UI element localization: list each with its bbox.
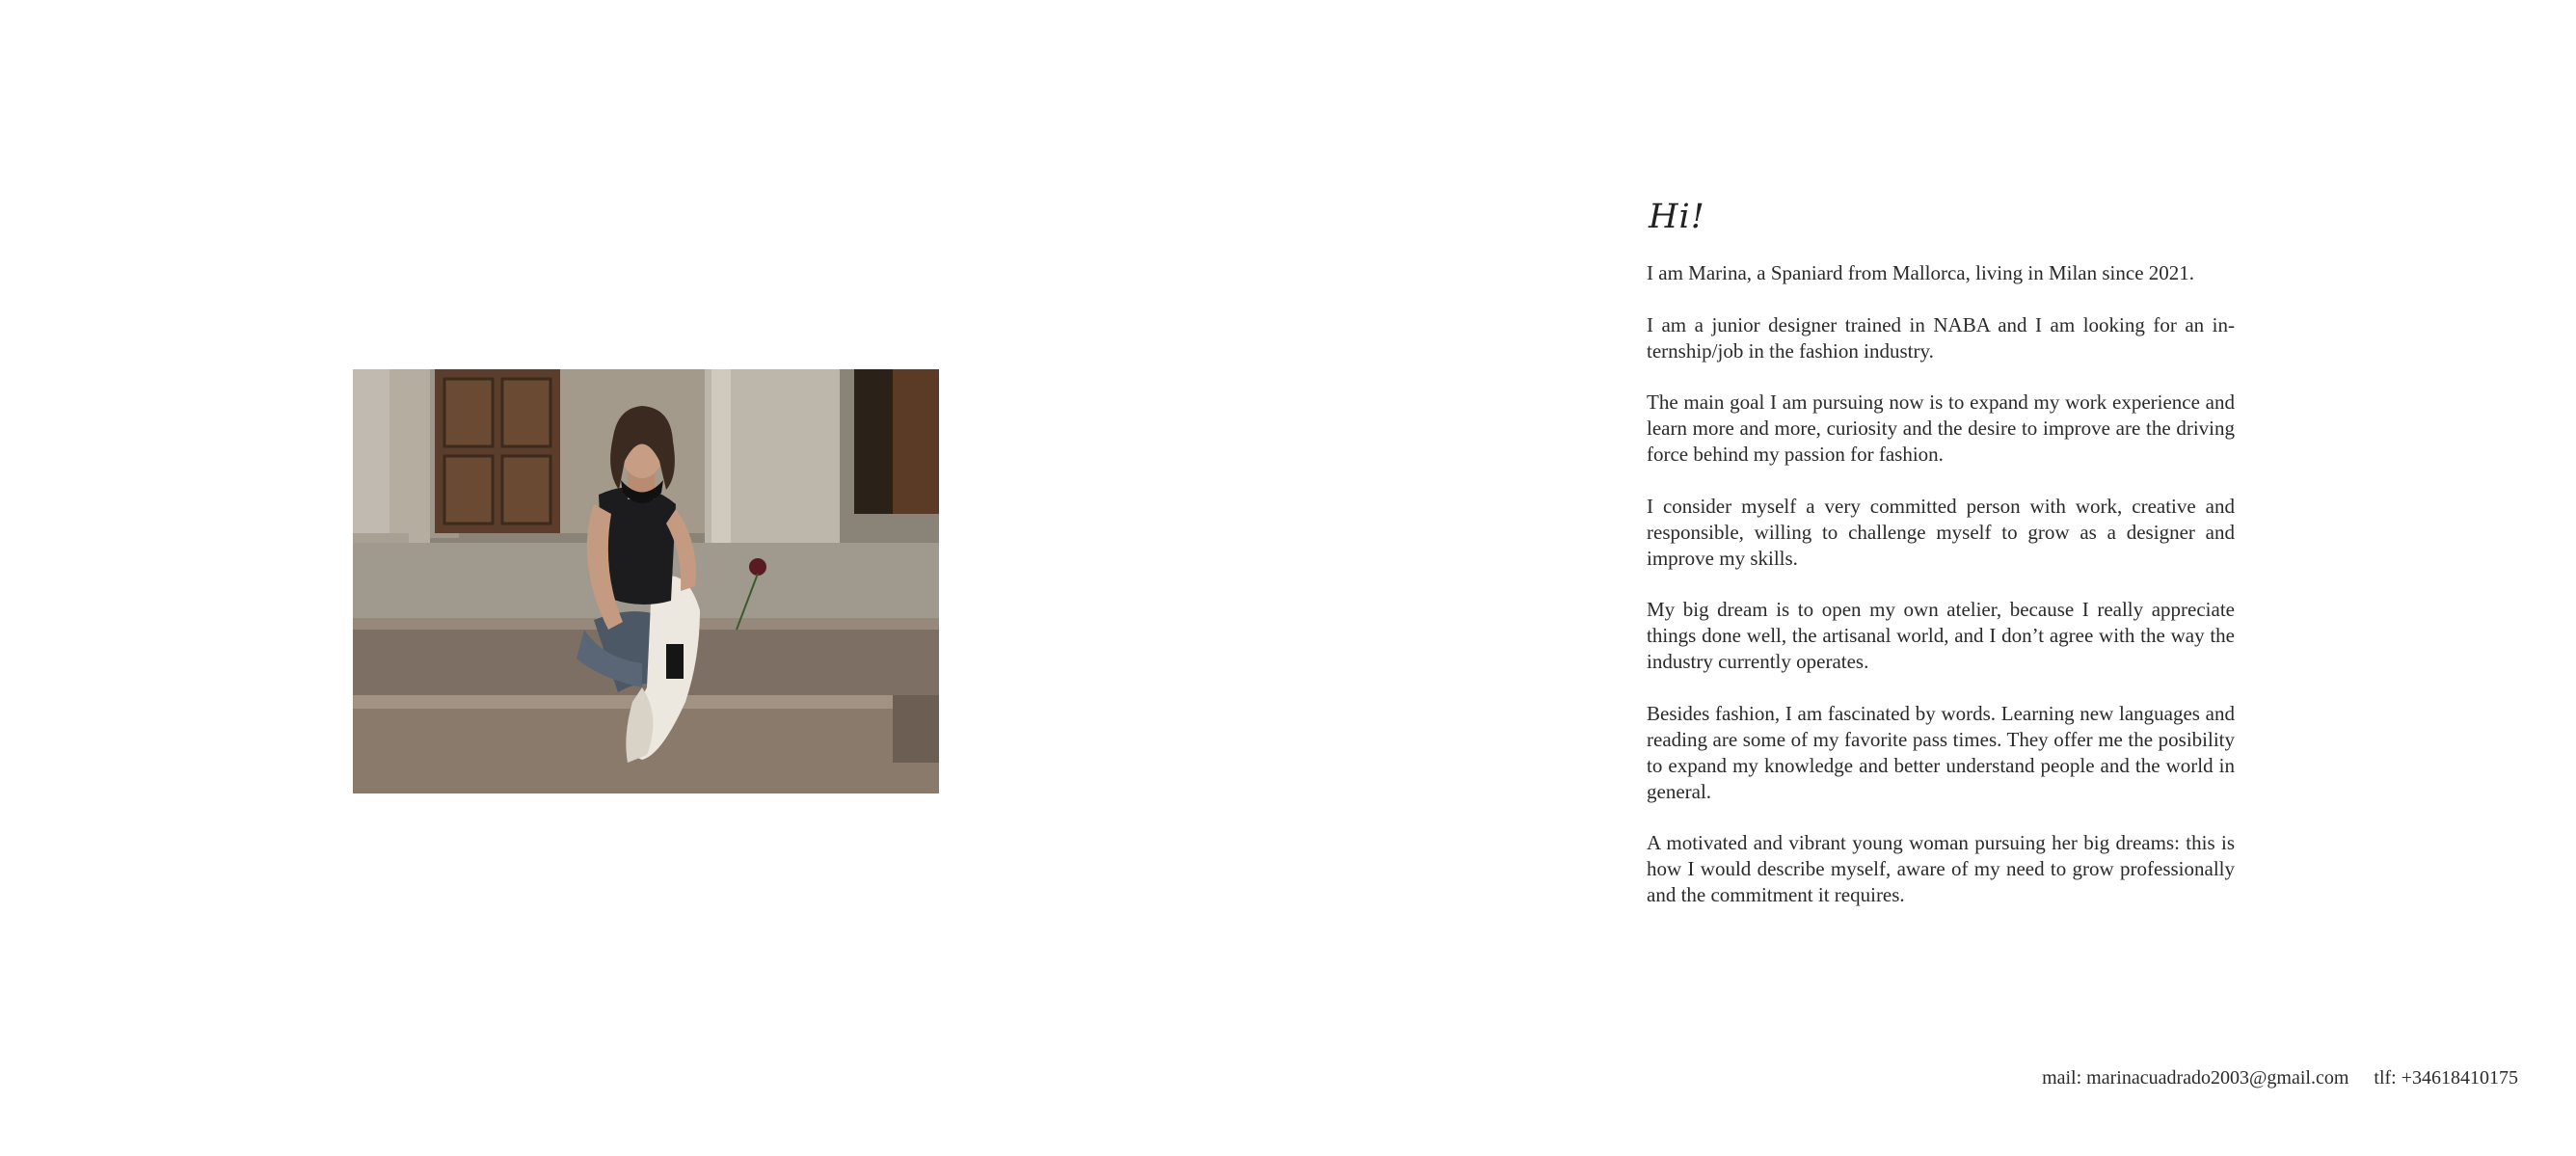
paragraph-commitment: I consider myself a very committed person with work, creative and responsible, willing to challenge myself to grow as a designer and improve my skills. — [1647, 494, 2235, 570]
contact-phone[interactable]: tlf: +34618410175 — [2374, 1067, 2518, 1089]
contact-info — [2042, 1064, 2518, 1091]
paragraph-intro: I am Marina, a Spaniard from Mallorca, living in Milan since 2021. — [1647, 261, 2195, 284]
contact-email[interactable]: mail: marinacuadrado2003@gmail.com — [2042, 1067, 2349, 1089]
paragraph-dream: My big dream is to open my own atelier, because I really appreciate things done well, the artisanal world, and I don’t agree with the way the industry currently operates. — [1647, 598, 2235, 673]
paragraph-training: I am a junior designer trained in NABA and I am looking for an internship/job in the fashion industry. — [1647, 312, 2235, 363]
paragraph-goal: The main goal I am pursuing now is to expand my work experience and learn more and more, curiosity and the desire to improve are the driving force behind my passion for fashion. — [1647, 390, 2235, 466]
about-text — [1647, 193, 2235, 934]
portrait-photo — [353, 369, 939, 793]
paragraph-hobbies: Besides fashion, I am fascinated by words. Learning new languages and reading are some of my favorite pass times. They offer me the posibility to expand my knowledge and better understand people and the world in general. — [1647, 701, 2235, 803]
paragraph-summary: A motivated and vibrant young woman pursuing her big dreams: this is how I would describe myself, aware of my need to grow professionally and the commitment it requires. — [1647, 831, 2235, 906]
greeting-heading: Hi! — [1649, 198, 1705, 236]
